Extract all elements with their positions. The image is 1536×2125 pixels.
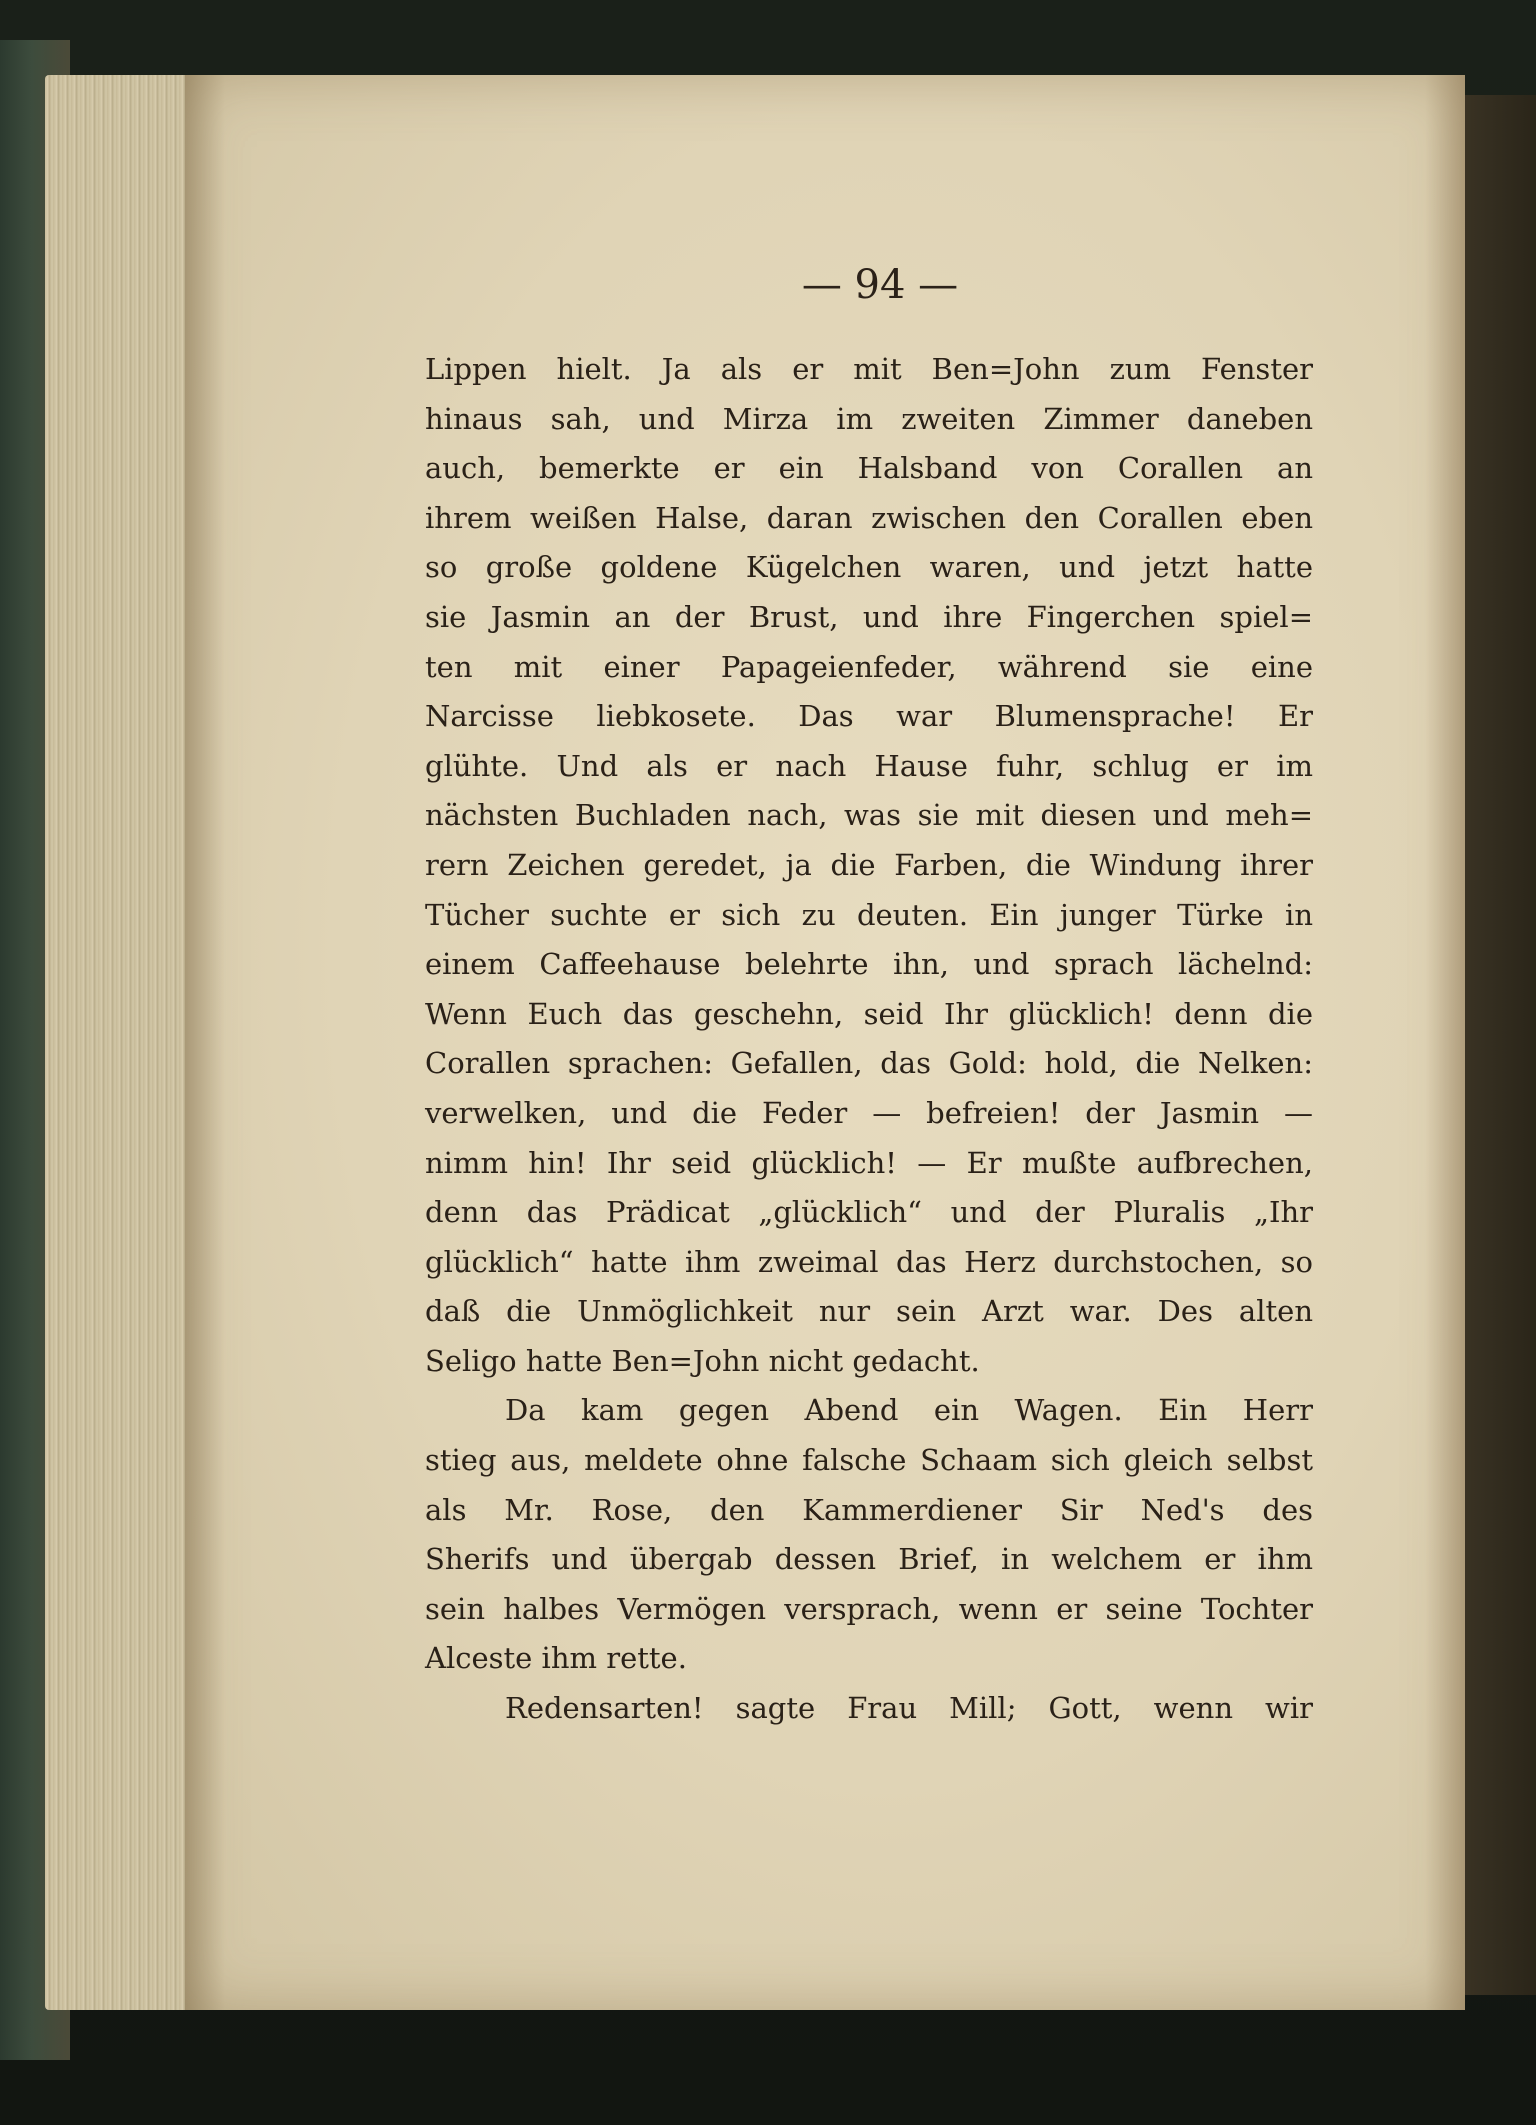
text-line: Da kam gegen Abend ein Wagen. Ein Herr bbox=[505, 1393, 1313, 1428]
body-text bbox=[425, 345, 1313, 1734]
text-line: nimm hin! Ihr seid glücklich! — Er mußte aufbrechen, bbox=[425, 1145, 1313, 1180]
text-line: Redensarten! sagte Frau Mill; Gott, wenn wir bbox=[505, 1691, 1313, 1726]
text-line: ten mit einer Papageienfeder, während sie eine bbox=[425, 649, 1313, 684]
text-line: Lippen hielt. Ja als er mit Ben=John zum Fenster bbox=[425, 352, 1313, 386]
text-line: Narcisse liebkosete. Das war Blumensprache! Er bbox=[425, 699, 1313, 734]
text-line: glücklich“ hatte ihm zweimal das Herz durchstochen, so bbox=[425, 1244, 1313, 1279]
text-line: rern Zeichen geredet, ja die Farben, die Windung ihrer bbox=[425, 847, 1313, 882]
book-cover-right bbox=[1462, 95, 1536, 1995]
text-line: daß die Unmöglichkeit nur sein Arzt war. Des alten bbox=[425, 1294, 1313, 1329]
text-line: Tücher suchte er sich zu deuten. Ein junger Türke in bbox=[425, 897, 1313, 932]
text-line: einem Caffeehause belehrte ihn, und sprach lächelnd: bbox=[425, 947, 1313, 982]
text-line: als Mr. Rose, den Kammerdiener Sir Ned's des bbox=[425, 1492, 1313, 1527]
text-line: Seligo hatte Ben=John nicht gedacht. bbox=[425, 1343, 980, 1378]
text-line: auch, bemerkte er ein Halsband von Corallen an bbox=[425, 451, 1313, 486]
text-line: verwelken, und die Feder — befreien! der Jasmin — bbox=[425, 1095, 1313, 1130]
text-line: Sherifs und übergab dessen Brief, in welchem er ihm bbox=[425, 1542, 1313, 1577]
text-line: hinaus sah, und Mirza im zweiten Zimmer daneben bbox=[425, 401, 1313, 436]
text-line: sie Jasmin an der Brust, und ihre Fingerchen spiel= bbox=[425, 599, 1313, 634]
page-number: — 94 — bbox=[801, 262, 959, 308]
text-line: Alceste ihm rette. bbox=[425, 1641, 687, 1676]
page-gutter-shadow bbox=[185, 75, 225, 2010]
text-line: Corallen sprachen: Gefallen, das Gold: hold, die Nelken: bbox=[425, 1046, 1313, 1081]
text-line: sein halbes Vermögen versprach, wenn er seine Tochter bbox=[425, 1591, 1313, 1626]
text-line: so große goldene Kügelchen waren, und jetzt hatte bbox=[425, 550, 1313, 585]
text-line: stieg aus, meldete ohne falsche Schaam sich gleich selbst bbox=[425, 1443, 1313, 1478]
text-line: glühte. Und als er nach Hause fuhr, schlug er im bbox=[425, 748, 1313, 783]
text-line: Wenn Euch das geschehn, seid Ihr glücklich! denn die bbox=[425, 996, 1313, 1031]
text-line: nächsten Buchladen nach, was sie mit diesen und meh= bbox=[425, 798, 1313, 833]
text-line: ihrem weißen Halse, daran zwischen den Corallen eben bbox=[425, 500, 1313, 535]
page-edge-shadow bbox=[1425, 75, 1465, 2010]
text-line: denn das Prädicat „glücklich“ und der Pluralis „Ihr bbox=[425, 1195, 1313, 1230]
